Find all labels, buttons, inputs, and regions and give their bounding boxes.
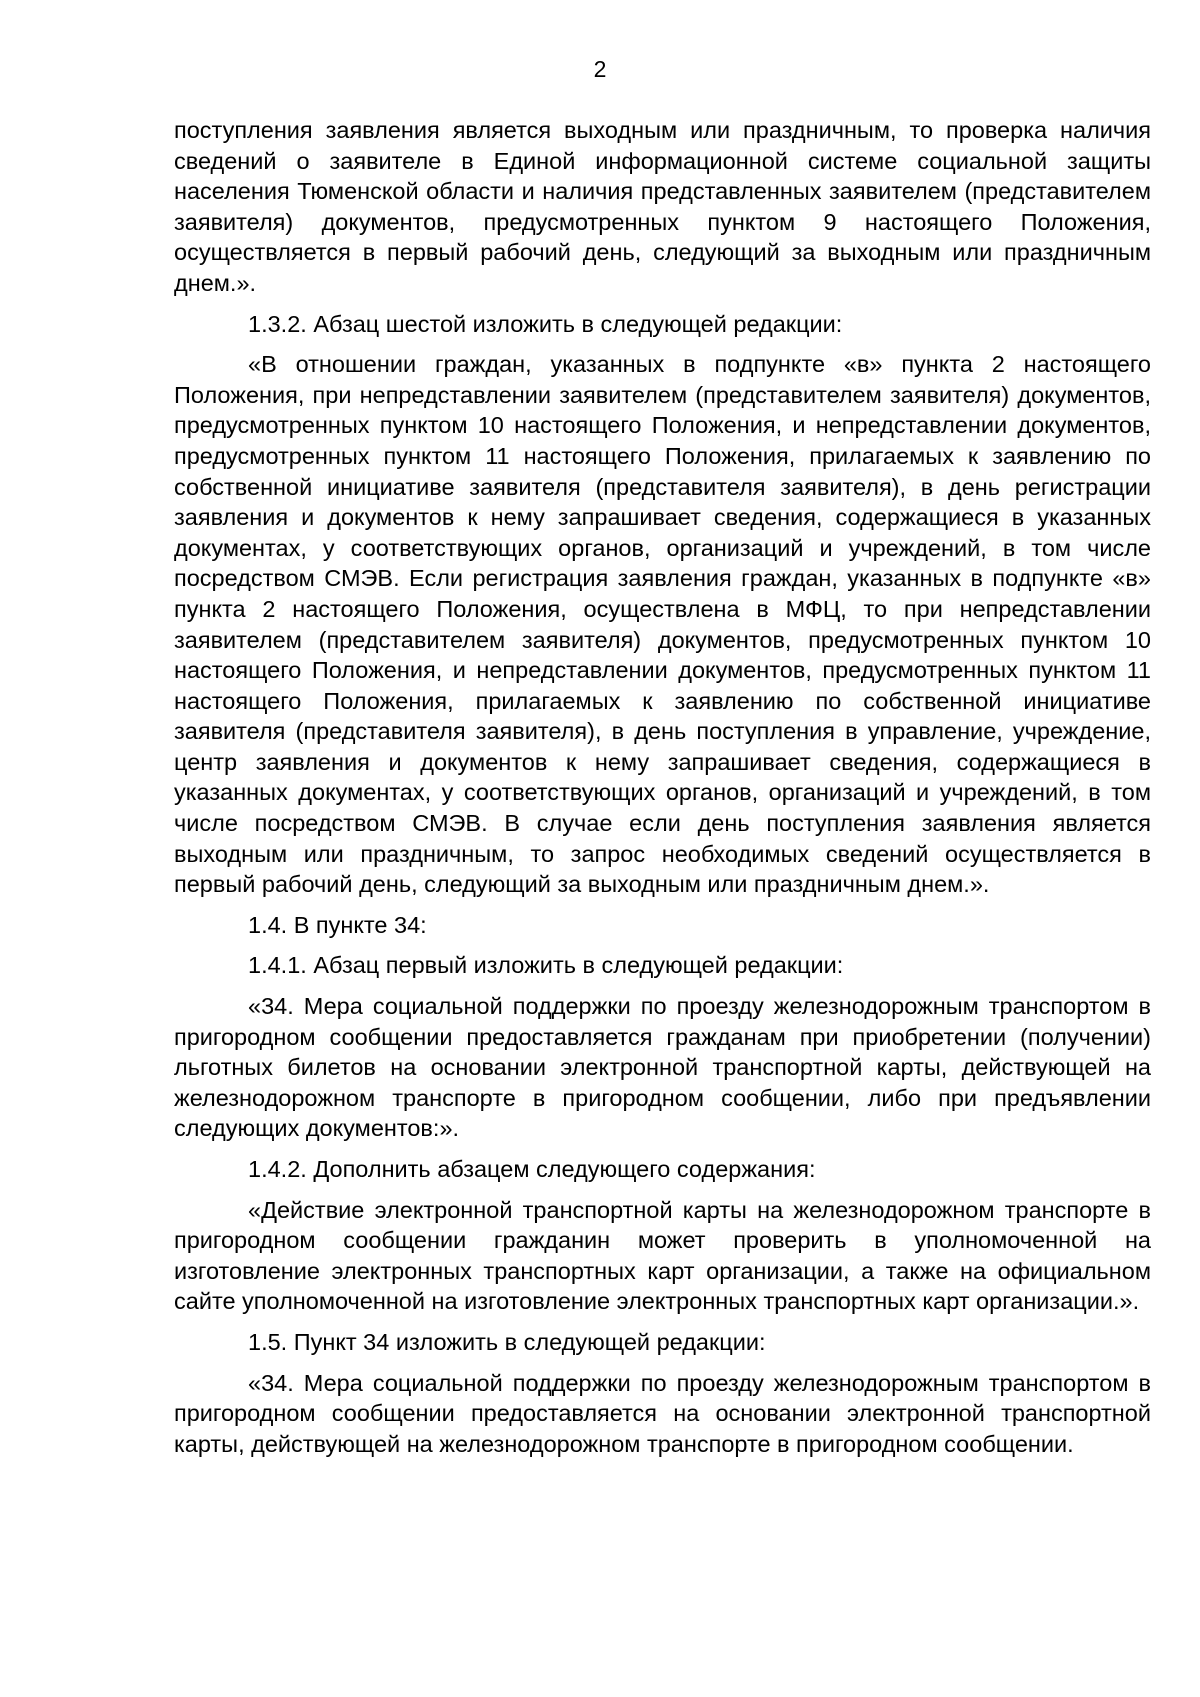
page-number: 2 bbox=[593, 56, 607, 82]
paragraph-quote-1-5: «34. Мера социальной поддержки по проезду железнодорожным транспортом в пригородном сообщении предоставляется на основании электронной транспортной карты, действующей на железнодорожном транспорте в пригородном сообщении. bbox=[174, 1369, 1151, 1457]
paragraph-heading-1-4: 1.4. В пункте 34: bbox=[248, 911, 427, 938]
paragraph-quote-1-4-1: «34. Мера социальной поддержки по проезду железнодорожным транспортом в пригородном сообщении предоставляется гражданам при приобретении (получении) льготных билетов на основании электронной транспортной карты, действующей на железнодорожном транспорте в пригородном сообщении, либо при предъявлении следующих документов:». bbox=[174, 993, 1151, 1142]
paragraph-quote-1-3-2: «В отношении граждан, указанных в подпункте «в» пункта 2 настоящего Положения, при непредставлении заявителем (представителем заявителя) документов, предусмотренных пунктом 10 настоящего Положения, и непредставлении документов, предусмотренных пунктом 11 настоящего Положения, прилагаемых к заявлению по собственной инициативе заявителя (представителя заявителя), в день регистрации заявления и документов к нему запрашивает сведения, содержащиеся в указанных документах, у соответствующих органов, организаций и учреждений, в том числе посредством СМЭВ. Если регистрация заявления граждан, указанных в подпункте «в» пункта 2 настоящего Положения, осуществлена в МФЦ, то при непредставлении заявителем (представителем заявителя) документов, предусмотренных пунктом 10 настоящего Положения, и непредставлении документов, предусмотренных пунктом 11 настоящего Положения, прилагаемых к заявлению по собственной инициативе заявителя (представителя заявителя), в день поступления в управление, учреждение, центр заявления и документов к нему запрашивает сведения, содержащиеся в указанных документах, у соответствующих органов, организаций и учреждений, в том числе посредством СМЭВ. В случае если день поступления заявления является выходным или праздничным, то запрос необходимых сведений осуществляется в первый рабочий день, следующий за выходным или праздничным днем.». bbox=[174, 351, 1151, 898]
paragraph-heading-1-5: 1.5. Пункт 34 изложить в следующей редакции: bbox=[248, 1328, 766, 1355]
paragraph-continuation: поступления заявления является выходным или праздничным, то проверка наличия сведений о заявителе в Единой информационной системе социальной защиты населения Тюменской области и наличия представленных заявителем (представителем заявителя) документов, предусмотренных пунктом 9 настоящего Положения, осуществляется в первый рабочий день, следующий за выходным или праздничным днем.». bbox=[174, 117, 1151, 296]
paragraph-heading-1-3-2: 1.3.2. Абзац шестой изложить в следующей редакции: bbox=[248, 310, 843, 337]
paragraph-heading-1-4-1: 1.4.1. Абзац первый изложить в следующей редакции: bbox=[248, 952, 844, 979]
paragraph-heading-1-4-2: 1.4.2. Дополнить абзацем следующего содержания: bbox=[248, 1156, 816, 1182]
paragraph-quote-1-4-2: «Действие электронной транспортной карты на железнодорожном транспорте в пригородном сообщении гражданин может проверить в уполномоченной на изготовление электронных транспортных карт организации, а также на официальном сайте уполномоченной на изготовление электронных транспортных карт организации.». bbox=[174, 1196, 1151, 1315]
document-body bbox=[174, 115, 1151, 1459]
